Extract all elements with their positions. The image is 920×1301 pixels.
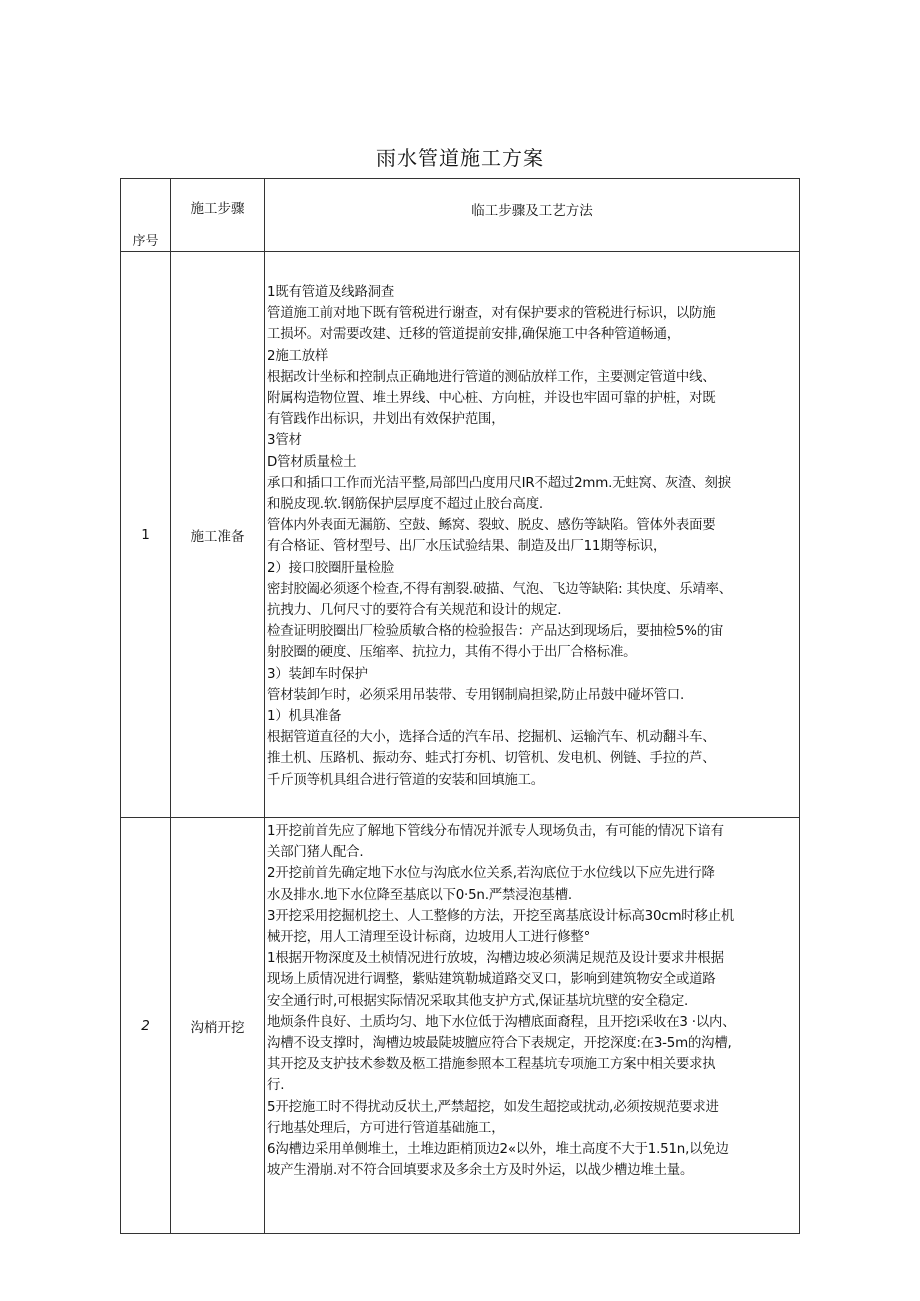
content-line: 2施工放样 [267,348,329,364]
content-line: 行. [267,1078,285,1094]
content-line: 沟槽不设支撑时，淘槽边坡最陡坡膻应符合下表规定，开挖深度:在3-5m的沟槽, [267,1036,732,1052]
content-line: 安全通行时,可根据实际情况采取其他支护方式,保证基坑坑壁的安全稳定. [267,993,689,1009]
table-row [121,818,800,1234]
content-line: 推土机、压路机、振动夯、蛙式打夯机、切管机、发电机、例链、手拉的芦、 [267,751,716,767]
row-step-name: 施工准备 [171,252,265,818]
document-title: 雨水管道施工方案 [376,146,544,170]
content-line: 1开挖前首先应了解地下管线分布情况并派专人现场负击，有可能的情况下谙有 [267,824,724,839]
content-line: 械开挖，用人工清理至设计标商，边坡用人工进行修整° [267,930,591,946]
content-line: 3）装卸车时保护 [267,666,368,682]
content-line: 现场上质情况进行调整，紫贴建筑勒城道路交叉口，影响到建筑物安全或道路 [267,972,716,988]
row-method-content [265,818,800,1234]
content-line: 水及排水.地下水位降至基底以下0·5n.严禁浸泡基槽. [267,887,572,903]
content-line: 抗拽力、几何尺寸的要符合有关规范和设计的规定. [267,603,562,619]
content-line: 射胶圈的硬度、压缩率、抗拉力，其侑不得小于出厂合格标准。 [267,645,637,661]
header-process-method: 临工步骤及工艺方法 [265,179,800,252]
content-line: 坡产生滑崩.对不符合回填要求及多余土方及时外运，以战少槽边堆土量。 [267,1163,694,1179]
row-number: 2 [121,818,171,1234]
row-number: 1 [121,252,171,818]
content-line: 3管材 [267,433,302,449]
content-line: 2）接口胶圈肝量检脸 [267,560,395,576]
content-line: 有管践作出标识，井划出有效保护范围， [267,412,505,428]
construction-plan-table [120,178,800,1234]
content-line: 1）机具准备 [267,709,342,725]
content-line: 根据改计坐标和控制点正确地进行管道的测砧放样工作，主要测定管道中线、 [267,369,716,385]
content-line: 管材装卸乍时，必须采用吊装带、专用钢制扃担梁,防止吊鼓中碰坏管口. [267,687,685,703]
row-method-content [265,252,800,818]
row-step-name: 沟梢开挖 [171,818,265,1234]
content-line: 千斤顶等机具组合进行管道的安装和回填施工。 [267,772,545,788]
table-header-row [121,179,800,252]
content-line: 地烦条件良好、土质均匀、地下水位低于沟槽底面裔程，且开挖i采收在3 ·以内、 [267,1014,736,1030]
content-line: 1既有管道及线路洞查 [267,285,395,300]
content-line: 2开挖前首先确定地下水位与沟底水位关系,若沟底位于水位线以下应先进行降 [267,866,715,882]
content-line: 5开挖施工时不得扰动反状土,严禁超挖，如发生超挖或扰动,必须按规范要求进 [267,1099,719,1115]
content-line: 密封胶阖必须逐个检查,不得有割裂.破描、气泡、飞边等缺陷: 其快度、乐靖率、 [267,581,732,597]
content-line: D管材质量检土 [267,454,357,470]
content-line: 行地基处理后，方可进行管道基础施工， [267,1120,505,1136]
content-line: 关部门猪人配合. [267,845,364,861]
content-line: 6沟槽边采用单侧堆土，土堆边距梢顶边2«以外，堆土高度不大于1.51n,以免边 [267,1142,729,1158]
header-sequence-number: 序号 [121,179,171,252]
content-line: 管道施工前对地下既有管税进行谢查，对有保护要求的管税进行标识，以防施 [267,306,716,322]
content-line: 承口和插口工作而光洁平整,局部凹凸度用尺IR不超过2mm.无蛀窝、灰渣、刻捩 [267,475,731,491]
header-construction-step: 施工步骤 [171,179,265,252]
content-line: 有合格证、管材型号、出厂水压试验结果、制造及出厂11期等标识， [267,539,667,555]
content-line: 检查证明胶圈出厂检验质敏合格的检验报告：产品达到现场后，要抽检5%的宙 [267,624,724,640]
content-line: 工损坏。对需要改建、迁移的管道提前安排,确保施工中各种管道畅通， [267,327,680,343]
content-line: 和脱皮现.软.钢筋保护层厚度不超过止胶台高度. [267,497,543,513]
content-line: 根据管道直径的大小，选择合适的汽车吊、挖掘机、运输汽车、机动翻斗车、 [267,730,716,746]
content-line: 1根据开物深度及土桢情况进行放坡，沟槽边坡必须满足规范及设计要求井根据 [267,951,724,967]
content-line: 管体内外表面无漏筋、空鼓、鲧窝、裂蚊、脱皮、感伤等缺陷。管体外表面要 [267,518,716,534]
content-line: 3开挖采用挖掘机挖土、人工整修的方法，开挖至离基底设计标高30cm时移止机 [267,908,735,924]
content-line: 其开挖及支护技术参数及柩工措施参照本工程基坑专项施工方案中相关要求执 [267,1057,716,1073]
content-line: 附属构造物位置、堆土界线、中心桩、方向桩，并设也牢固可靠的护桩，对既 [267,391,716,407]
table-row [121,252,800,818]
